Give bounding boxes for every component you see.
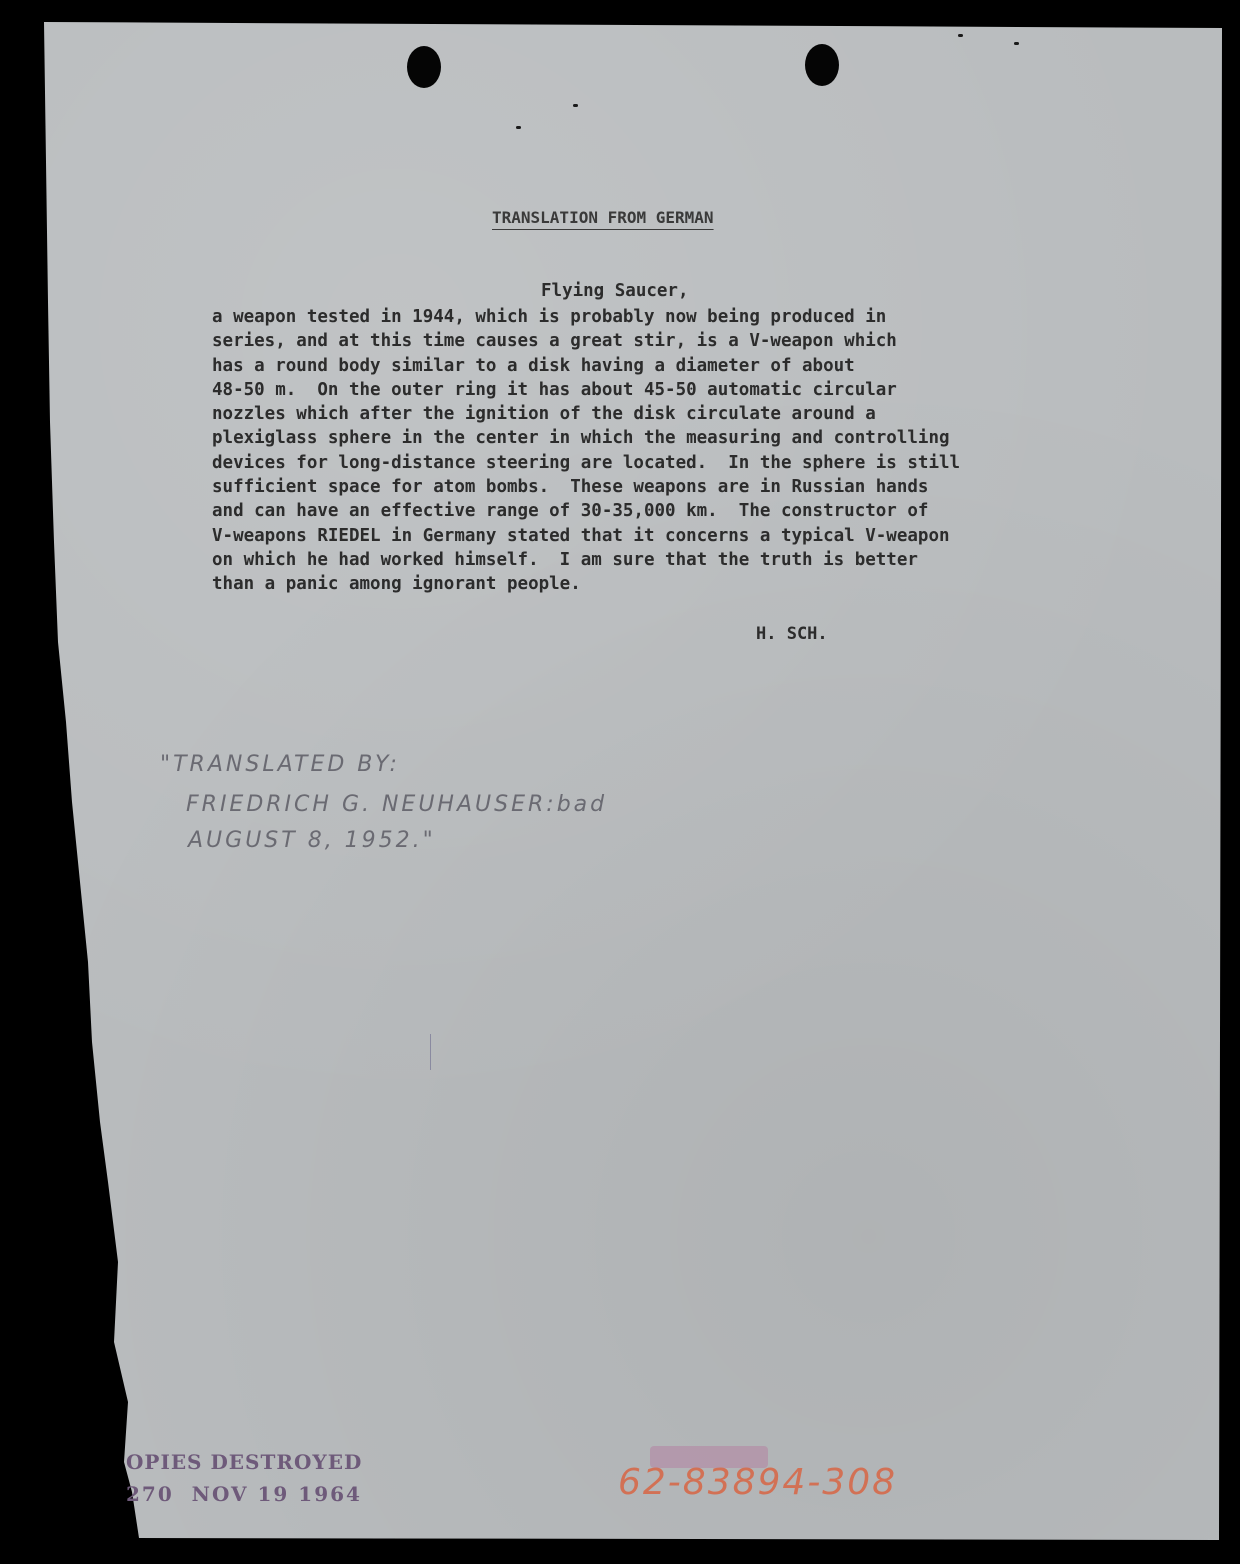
document-heading: TRANSLATION FROM GERMAN: [492, 208, 714, 227]
handwritten-date: AUGUST 8, 1952.": [188, 828, 436, 853]
speck: [573, 104, 578, 107]
body-line: series, and at this time causes a great stir, is a V-weapon which: [212, 331, 897, 352]
speck: [516, 126, 521, 129]
body-line: than a panic among ignorant people.: [212, 574, 581, 595]
body-line: V-weapons RIEDEL in Germany stated that it concerns a typical V-weapon: [212, 525, 950, 546]
body-line: devices for long-distance steering are located. In the sphere is still: [212, 452, 961, 473]
punch-hole-right: [805, 44, 839, 86]
document-body: [212, 305, 1092, 597]
paper-sheet: [44, 22, 1222, 1540]
copies-destroyed-stamp: OPIES DESTROYED: [126, 1450, 363, 1474]
body-line: has a round body similar to a disk having a diameter of about: [212, 355, 855, 376]
body-line: sufficient space for atom bombs. These weapons are in Russian hands: [212, 477, 929, 498]
file-number: 62-83894-308: [618, 1462, 898, 1503]
handwritten-translator-name: FRIEDRICH G. NEUHAUSER:bad: [186, 792, 608, 817]
body-line: a weapon tested in 1944, which is probably now being produced in: [212, 307, 887, 327]
pencil-mark: [430, 1034, 431, 1070]
signature-initials: H. SCH.: [756, 624, 828, 644]
handwritten-translated-by: "TRANSLATED BY:: [160, 752, 400, 777]
body-line: 48-50 m. On the outer ring it has about 45-50 automatic circular: [212, 379, 897, 400]
punch-hole-left: [407, 46, 441, 88]
speck: [1014, 42, 1019, 45]
destroyed-date-stamp: 270 NOV 19 1964: [126, 1482, 362, 1506]
body-line: and can have an effective range of 30-35,000 km. The constructor of: [212, 501, 929, 522]
speck: [958, 34, 963, 37]
body-line: plexiglass sphere in the center in which the measuring and controlling: [212, 428, 950, 449]
body-line: nozzles which after the ignition of the disk circulate around a: [212, 404, 876, 425]
body-line: on which he had worked himself. I am sure that the truth is better: [212, 549, 918, 570]
document-subject: Flying Saucer,: [541, 281, 689, 301]
